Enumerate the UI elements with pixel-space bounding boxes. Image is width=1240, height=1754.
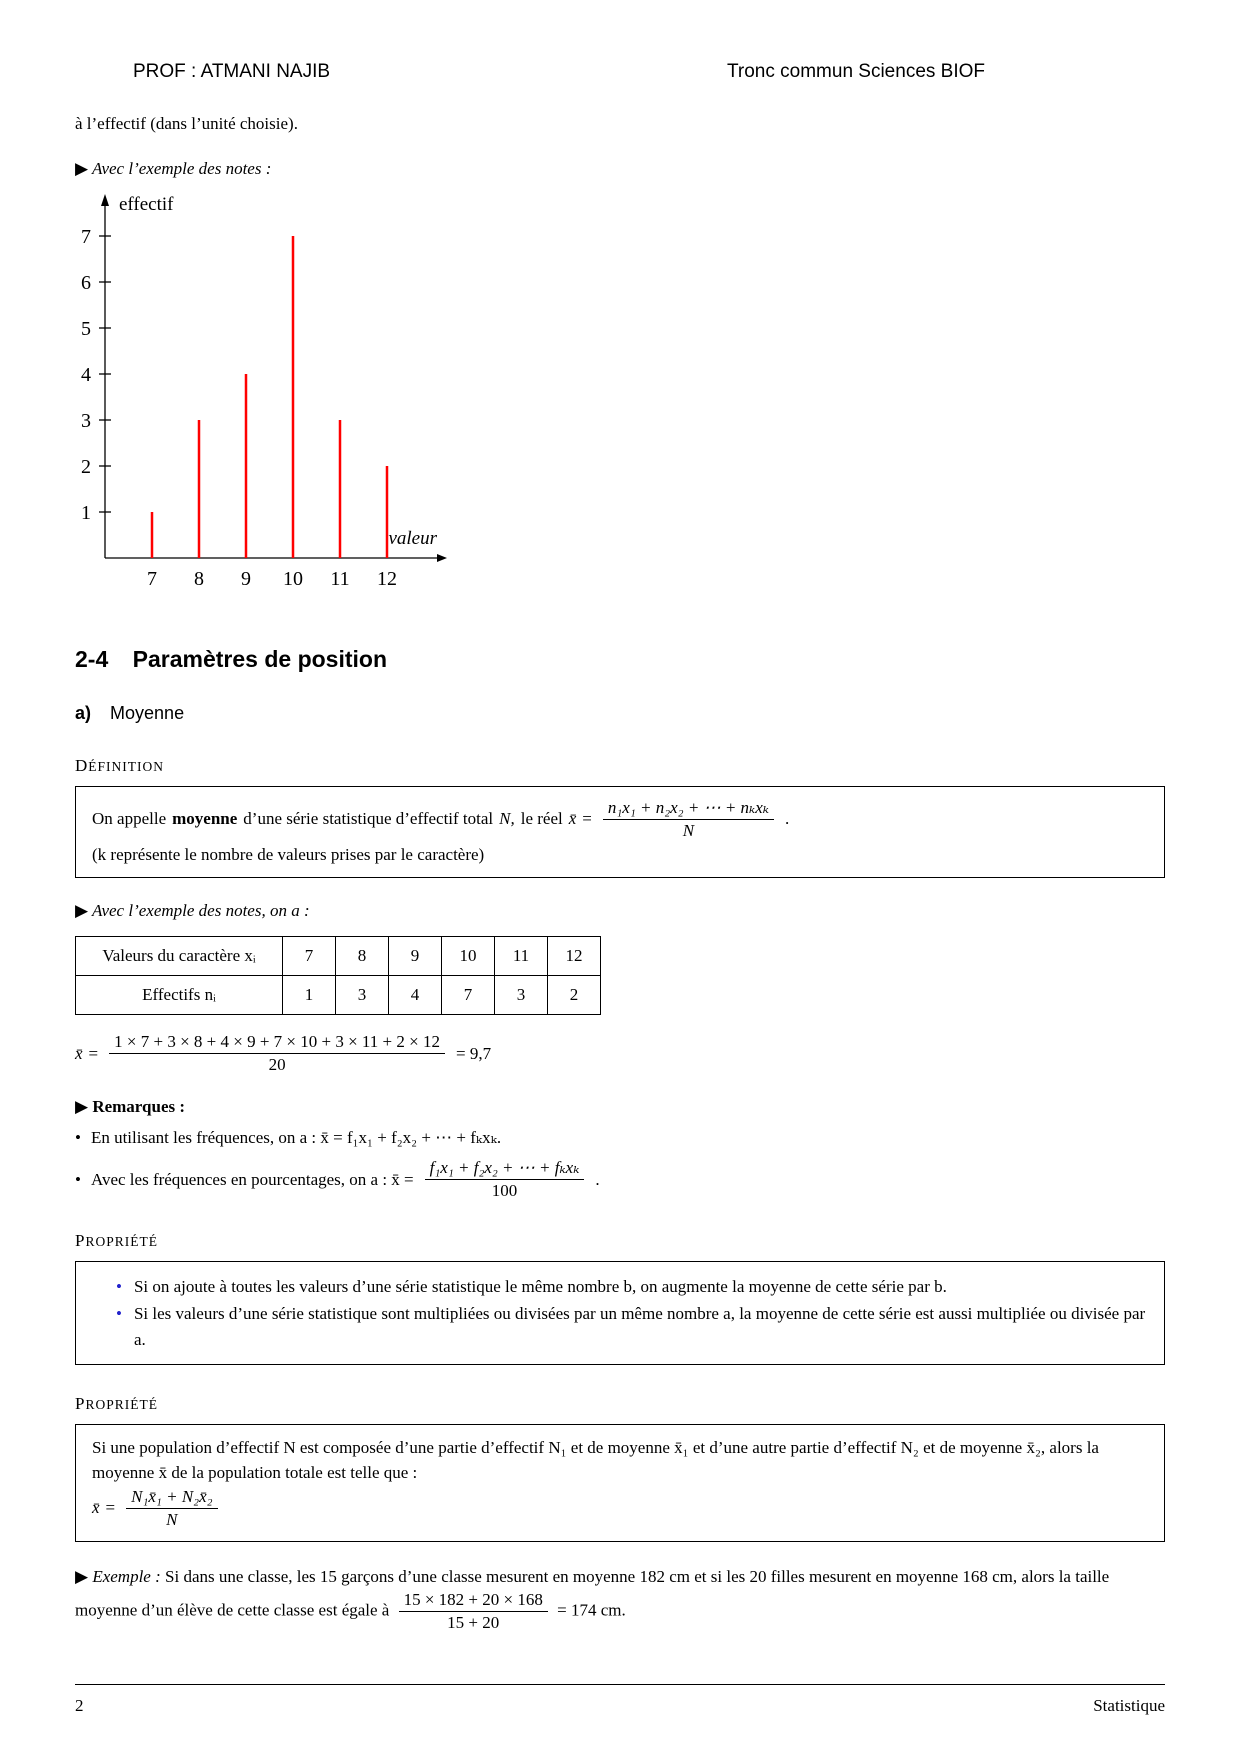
mean-definition-fraction: $\frac{\text{n₁x₁ + n₂x₂ + ⋯ + nₖxₖ}}{N}$ <box>603 797 774 842</box>
table-cell: 8 <box>336 936 389 975</box>
y-tick-label: 3 <box>81 409 91 432</box>
remark-text: Avec les fréquences en pourcentages, on a : x̄ = <box>90 1169 414 1189</box>
example-text: Si dans une classe, les 15 garçons d’une classe mesurent en moyenne 182 cm et si les 20 filles mesurent en moyenne 168 cm, alors la taille moyenne d’un élève de cette classe est égale à <box>75 1566 1110 1620</box>
property1-item-2 <box>116 1301 1148 1352</box>
y-tick-label: 1 <box>81 501 91 524</box>
page-number: 2 <box>75 1695 84 1715</box>
y-tick-label: 6 <box>81 271 91 294</box>
x-tick-label: 9 <box>241 567 251 590</box>
y-tick-label: 2 <box>81 455 91 478</box>
y-tick-label: 7 <box>81 225 91 248</box>
property1-box <box>75 1261 1165 1366</box>
subsection-title: Moyenne <box>110 703 185 723</box>
bullet-icon: • <box>75 1169 81 1189</box>
table-cell: 10 <box>442 936 495 975</box>
table-cell: 7 <box>442 975 495 1014</box>
definition-formula-line <box>92 797 1148 842</box>
example-fraction: $\frac{15 \times 182 + 20 \times 168}{15 + 20}$ <box>399 1589 548 1634</box>
property1-heading: PROPRIÉTÉ <box>75 1231 158 1251</box>
section-heading <box>75 642 1165 677</box>
section-number: 2-4 <box>75 645 109 672</box>
definition-text: On appelle <box>92 809 167 829</box>
math-xbar: x̄ <box>568 809 577 829</box>
bullet-icon: • <box>116 1304 122 1324</box>
subsection-label: a) <box>75 703 92 723</box>
math-var-N: N, <box>499 809 515 829</box>
remark-period: . <box>595 1169 600 1189</box>
definition-note: (k représente le nombre de valeurs prises par le caractère) <box>92 844 485 864</box>
table-cell: 2 <box>548 975 601 1014</box>
y-tick-label: 5 <box>81 317 91 340</box>
x-tick-label: 10 <box>283 567 303 590</box>
table-cell: 12 <box>548 936 601 975</box>
definition-box <box>75 786 1165 879</box>
property2-heading: PROPRIÉTÉ <box>75 1394 158 1414</box>
frequency-table-wrap <box>75 936 1165 1015</box>
intro-line: à l’effectif (dans l’unité choisie). <box>75 113 298 133</box>
page-footer <box>75 1684 1165 1719</box>
subsection-heading <box>75 700 1165 727</box>
math-equals: = <box>105 1498 116 1518</box>
definition-period: . <box>784 809 790 829</box>
property2-formula <box>92 1486 1148 1531</box>
math-equals: = <box>88 1043 99 1063</box>
definition-heading: DÉFINITION <box>75 756 165 775</box>
remark-text: En utilisant les fréquences, on a : x̄ = f₁x₁ + f₂x₂ + ⋯ + fₖxₖ. <box>90 1128 502 1148</box>
definition-text: d’une série statistique d’effectif total <box>243 809 494 829</box>
math-xbar: x̄ <box>92 1498 100 1518</box>
example-paragraph <box>75 1564 1165 1635</box>
y-axis-label: effectif <box>119 193 174 215</box>
x-axis-arrow <box>437 554 447 562</box>
remark-item-1 <box>75 1125 1165 1151</box>
property2-text: Si une population d’effectif N est composée d’une partie d’effectif N₁ et de moyenne x̄₁ et d’une autre partie d’effectif N₂ et de moyenne x̄₂, alors la moyenne x̄ de la population totale est telle que : <box>92 1437 1099 1483</box>
x-tick-label: 11 <box>330 567 350 590</box>
calculation-result: = 9,7 <box>455 1043 492 1063</box>
table-cell: 3 <box>495 975 548 1014</box>
footer-chapter: Statistique <box>1093 1695 1165 1715</box>
table-cell: 3 <box>336 975 389 1014</box>
table-example-label: ▶ Avec l’exemple des notes, on a : <box>75 901 310 921</box>
bullet-icon: • <box>116 1276 122 1296</box>
definition-text: le réel <box>520 809 563 829</box>
row-label-effectifs: Effectifs nᵢ <box>76 975 283 1014</box>
remark-item-2 <box>75 1157 1165 1202</box>
property2-box <box>75 1424 1165 1542</box>
section-title: Paramètres de position <box>132 645 387 672</box>
example-result: = 174 cm. <box>557 1600 626 1620</box>
x-tick-label: 8 <box>194 567 204 590</box>
property2-fraction: $\frac{\text{N₁x̄₁ + N₂x̄₂}}{N}$ <box>126 1486 217 1531</box>
header-author: PROF : ATMANI NAJIB <box>133 61 331 82</box>
x-tick-label: 12 <box>377 567 397 590</box>
property1-item-1 <box>116 1274 1148 1300</box>
table-cell: 7 <box>283 936 336 975</box>
page-header <box>75 58 1165 87</box>
math-equals: = <box>582 809 592 829</box>
example-label: ▶ Exemple : <box>75 1566 161 1586</box>
property-text: Si les valeurs d’une série statistique sont multipliées ou divisées par un même nombre a, la moyenne de cette série est aussi multipliée ou divisée par a. <box>133 1304 1146 1349</box>
remark-fraction: $\frac{\text{f₁x₁ + f₂x₂ + ⋯ + fₖxₖ}}{100}$ <box>425 1157 585 1202</box>
chart-example-label: ▶ Avec l’exemple des notes : <box>75 159 272 178</box>
math-xbar: x̄ <box>75 1043 83 1063</box>
table-row-effectifs <box>76 975 601 1014</box>
definition-keyword: moyenne <box>172 809 238 829</box>
table-row-values <box>76 936 601 975</box>
row-label-values: Valeurs du caractère xᵢ <box>76 936 283 975</box>
frequency-table <box>75 936 601 1015</box>
table-cell: 9 <box>389 936 442 975</box>
remark-formula <box>91 1157 600 1202</box>
remarks-heading: ▶ Remarques : <box>75 1096 186 1116</box>
y-axis-arrow <box>101 194 109 206</box>
mean-calculation-fraction: $\frac{1 \times 7 + 3 \times 8 + 4 \times 9 + 7 \times 10 + 3 \times 11 + 2 \times 12}{20}$ <box>109 1031 445 1076</box>
y-tick-label: 4 <box>81 363 91 386</box>
x-axis-label: valeur <box>388 527 437 549</box>
bullet-icon: • <box>75 1128 81 1148</box>
mean-calculation <box>75 1031 1165 1076</box>
property-text: Si on ajoute à toutes les valeurs d’une série statistique le même nombre b, on augmente la moyenne de cette série par b. <box>133 1276 947 1296</box>
effectif-chart <box>75 186 515 592</box>
table-cell: 1 <box>283 975 336 1014</box>
table-cell: 4 <box>389 975 442 1014</box>
header-course: Tronc commun Sciences BIOF <box>727 61 985 82</box>
table-cell: 11 <box>495 936 548 975</box>
x-tick-label: 7 <box>147 567 157 590</box>
